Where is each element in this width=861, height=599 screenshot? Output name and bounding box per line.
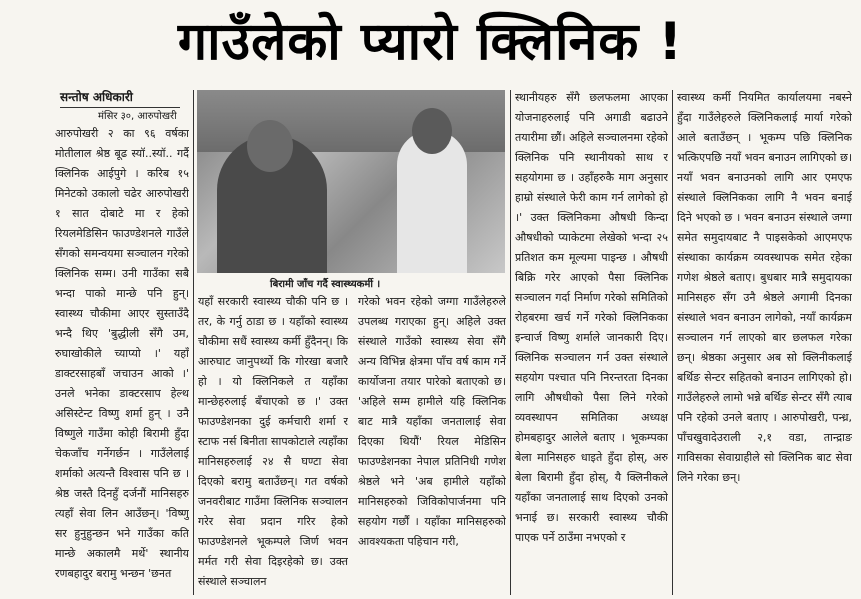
clinic-photo [197,90,505,273]
column-divider [672,90,673,595]
byline: सन्तोष अधिकारी [60,88,180,108]
photo-caption: बिरामी जाँच गर्दै स्वास्थ्यकर्मी । [270,279,381,290]
dateline: मंसिर ३०, आरुपोखरी [98,111,177,122]
column-divider [510,90,511,595]
article-column-1: आरुपोखरी २ का ९६ वर्षका मोतीलाल श्रेष्ठ बूढ स्यॉ..स्यॉ.. गर्दै क्लिनिक आईपुगे । करिब १५ मिनेटको उकालो चढेर आरुपोखरी १ सात दोबाटे मा र हेको रियलमेडिसिन फाउण्डेशनले गाउँले सँगको समन्वयमा सञ्चालन गरेको क्लिनिक सम्म। उनी गाउँका सबै भन्दा पाको मान्छे पनि हुन्। स्वास्थ्य चौकीमा आएर सुस्ताउँदै भन्दै थिए 'बुद्धीली सँगै उम, रुघाखोकीले च्याप्यो ।' यहाँ डाक्टरसाहबाँ जचाउन आको ।' उनले भनेका डाक्टरसाप हेल्थ असिस्टेन्ट विष्णु शर्मा हुन् । उनै विष्णुले गाउँमा कोही बिरामी हुँदा चेकजाँच गर्नेगर्छन । गाउँलेलाई शर्माको अत्यन्तै विश्वास पनि छ । श्रेष्ठ जस्तै दिनहुँ दर्जनौं मानिसहरु त्यहाँ सेवा लिन आउँछन्। 'विष्णु सर हुनुहुन्छन भने गाउँका कति मान्छे अकालमै मर्थे' स्थानीय रणबहादुर बरामु भन्छन 'छनत [55,127,189,580]
article-column-4: स्थानीयहरु सँगै छलफलमा आएका योजनाहरुलाई पनि अगाडी बढाउने तयारीमा छौं। अहिले सञ्चालनमा रहेको क्लिनिक पनि स्थानीयको साथ र सहयोगमा छ । उहाँहरुकै माग अनुसार हाम्रो संस्थाले फेरी काम गर्न लागेको हो ।' उक्त क्लिनिकमा औषधी किन्दा औषधीको प्याकेटमा लेखेको भन्दा २५ प्रतिशत कम मूल्यमा पाइन्छ । औषधी बिक्रि गरेर आएको पैसा क्लिनिक सञ्चालन गर्दा निर्माण गरेको समितिको रोहबरमा खर्च गर्ने गरेको क्लिनिकका इन्चार्ज विष्णु शर्माले जानकारी दिए। क्लिनिक सञ्चालन गर्न उक्त संस्थाले सहयोग पश्चात पनि निरन्तरता दिनका लागि औषधीको पैसा लिने गरेको व्यवस्थापन समितिका अध्यक्ष होमबहादुर आलेले बताए । भूकम्पका बेला मानिसहरु धाइते हुँदा होस्, अरु बेला बिरामी हुँदा होस्, यै क्लिनीकले यहाँका जनतालाई साथ दिएको उनको भनाई छ। सरकारी स्वास्थ्य चौकी पाएक पर्ने ठाउँमा नभएको र [515,91,668,544]
photo-health-worker-head [412,108,452,154]
photo-patient-head [247,120,293,172]
column-divider [193,90,194,595]
headline: गाउँलेको प्यारो क्लिनिक ! [177,12,684,72]
article-column-3: गरेको भवन रहेको जग्गा गाउँलेहरुले उपलब्ध गराएका हुन्। अहिले उक्त संस्थाले गाउँको स्वास्थ्य सेवा सँगै अन्य विभिन्न क्षेत्रमा पाँच वर्ष काम गर्ने कार्योजना तयार पारेको बताएको छ। 'अहिले सम्म हामीले यहि क्लिनिक बाट मात्रै यहाँका जनतालाई सेवा दिएका थियौं' रियल मेडिसिन फाउण्डेशनका नेपाल प्रतिनिधी गणेश श्रेष्ठले भने 'अब हामीले यहाँको मानिसहरुको जिविकोपार्जनमा पनि सहयोग गर्छौं । यहाँका मानिसहरुको आवश्यकता पहिचान गरी, [358,295,506,548]
article-column-5: स्वास्थ्य कर्मी नियमित कार्यालयमा नबस्ने हुँदा गाउँलेहरुले क्लिनिकलाई मार्या गरेको आले बताउँछन् । भूकम्प पछि क्लिनिक भत्किएपछि नयाँ भवन बनाउन लागिएको छ। नयाँ भवन बनाउनको लागि आर एमएफ संस्थाले क्लिनिकका लागि नै भवन बनाई दिने भएको छ । भवन बनाउन संस्थाले जग्गा समेत समुदायबाट नै पाइसकेको आएमएफ संस्थाका कार्यक्रम व्यवस्थापक समेत रहेका गणेश श्रेष्ठले बताए। बुधबार मात्रै समुदायका मानिसहरु सँग उनै श्रेष्ठले अगामी दिनका संस्थाले भवन बनाउन लागेको, नयाँ कार्यक्रम सञ्चालन गर्न लाएको बार छलफल गरेका छन्। श्रेष्ठका अनुसार अब सो क्लिनीकलाई बर्थिङ सेन्टर सहितको बनाउन लागिएको हो। गाउँलेहरुले लामो भन्ने बर्थिङ सेन्टर सँगै त्याब पनि रहेको उनले बताए । आरुपोखरी, पन्ध्र, पाँचखुवादेउराली २,१ वडा, तान्द्राङ गाविसका सेवाग्राहीले सो क्लिनिक बाट सेवा लिने गरेका छन्। [677,91,852,484]
article-column-2: यहाँ सरकारी स्वास्थ्य चौकी पनि छ । तर, के गर्नु ठाडा छ । यहाँको स्वास्थ्य चौकीमा सधैं स्वास्थ्य कर्मी हुँदैनन्। कि आरुघाट जानुपर्थ्यो कि गोरखा बजारै हो । यो क्लिनिकले त यहाँका मान्छेहरुलाई बँचाएको छ ।' उक्त फाउण्डेशनका दुई कर्मचारी शर्मा र स्टाफ नर्स बिनीता सापकोटाले त्यहाँका मानिसहरुलाई २४ सै घण्टा सेवा दिएको बरामु बताउँछन्। गत वर्षको जनवरीबाट गाउँमा क्लिनिक सञ्चालन गरेर सेवा प्रदान गरिर हेको फाउण्डेशनले भूकम्पले जिर्ण भवन मर्मत गरी सेवा दिइरहेको छ। उक्त संस्थाले सञ्चालन [198,295,348,588]
